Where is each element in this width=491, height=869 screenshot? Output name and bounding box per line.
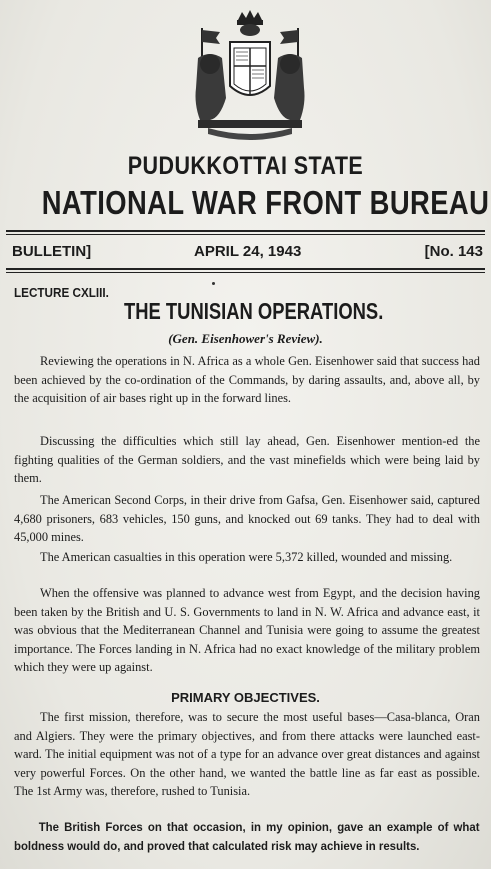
article-title: THE TUNISIAN OPERATIONS. [124,298,384,324]
paragraph-1: Reviewing the operations in N. Africa as a whole Gen. Eisenhower said that success had been achieved by the co-ordination of the Commands, by daring assaults, and, above all, by the acquisition of air bases right up in the forward lines. [14,354,480,406]
bulletin-number: [No. 143 [424,243,483,260]
article-source: (Gen. Eisenhower's Review). [168,331,323,346]
paragraph-2: Discussing the difficulties which still lay ahead, Gen. Eisenhower mention-ed the fighting qualities of the German soldiers, and the vast minefields which were being laid by them. [14,434,480,486]
top-rule [6,230,485,232]
paragraph-7: The British Forces on that occasion, in my opinion, gave an example of what boldness would do, and proved that calculated risk may achieve in results. [14,820,480,853]
middle-rule [6,268,485,270]
section-heading: PRIMARY OBJECTIVES. [171,690,320,705]
paragraph-4: The American casualties in this operation were 5,372 killed, wounded and missing. [40,550,453,564]
bulletin-label: BULLETIN] [12,243,92,260]
royal-coat-of-arms-icon [180,8,320,148]
state-title: PUDUKKOTTAI STATE [127,152,364,180]
printer-mark [212,282,215,285]
middle-rule-thin [6,272,485,273]
bureau-title: NATIONAL WAR FRONT BUREAU [41,184,490,221]
paragraph-5: When the offensive was planned to advance west from Egypt, and the decision having been taken by the British and U. S. Governments to land in N. W. Africa and advance east, it was obvious that the Mediterranean Channel and Tunisia were going to assume the greatest importance. The Forces landing in N. Africa had no exact knowledge of the military problem which they were up against. [14,586,480,675]
lecture-number: LECTURE CXLIII. [14,285,109,300]
bulletin-date: APRIL 24, 1943 [194,243,302,260]
paragraph-3: The American Second Corps, in their drive from Gafsa, Gen. Eisenhower said, captured 4,680 prisoners, 683 vehicles, 150 guns, and knocked out 69 tanks. They had to deal with 45,000 mines. [14,493,480,545]
paragraph-6: The first mission, therefore, was to secure the most useful bases—Casa-blanca, Oran and Algiers. They were the primary objectives, and from there attacks were launched east-ward. The initial equipment was not of a type for an advance over great distances and against very powerful Forces. On the other hand, we wanted the battle line as far east as possible. The 1st Army was, therefore, rushed to Tunisia. [14,710,480,799]
top-rule-thin [6,234,485,235]
bulletin-row [8,243,487,265]
